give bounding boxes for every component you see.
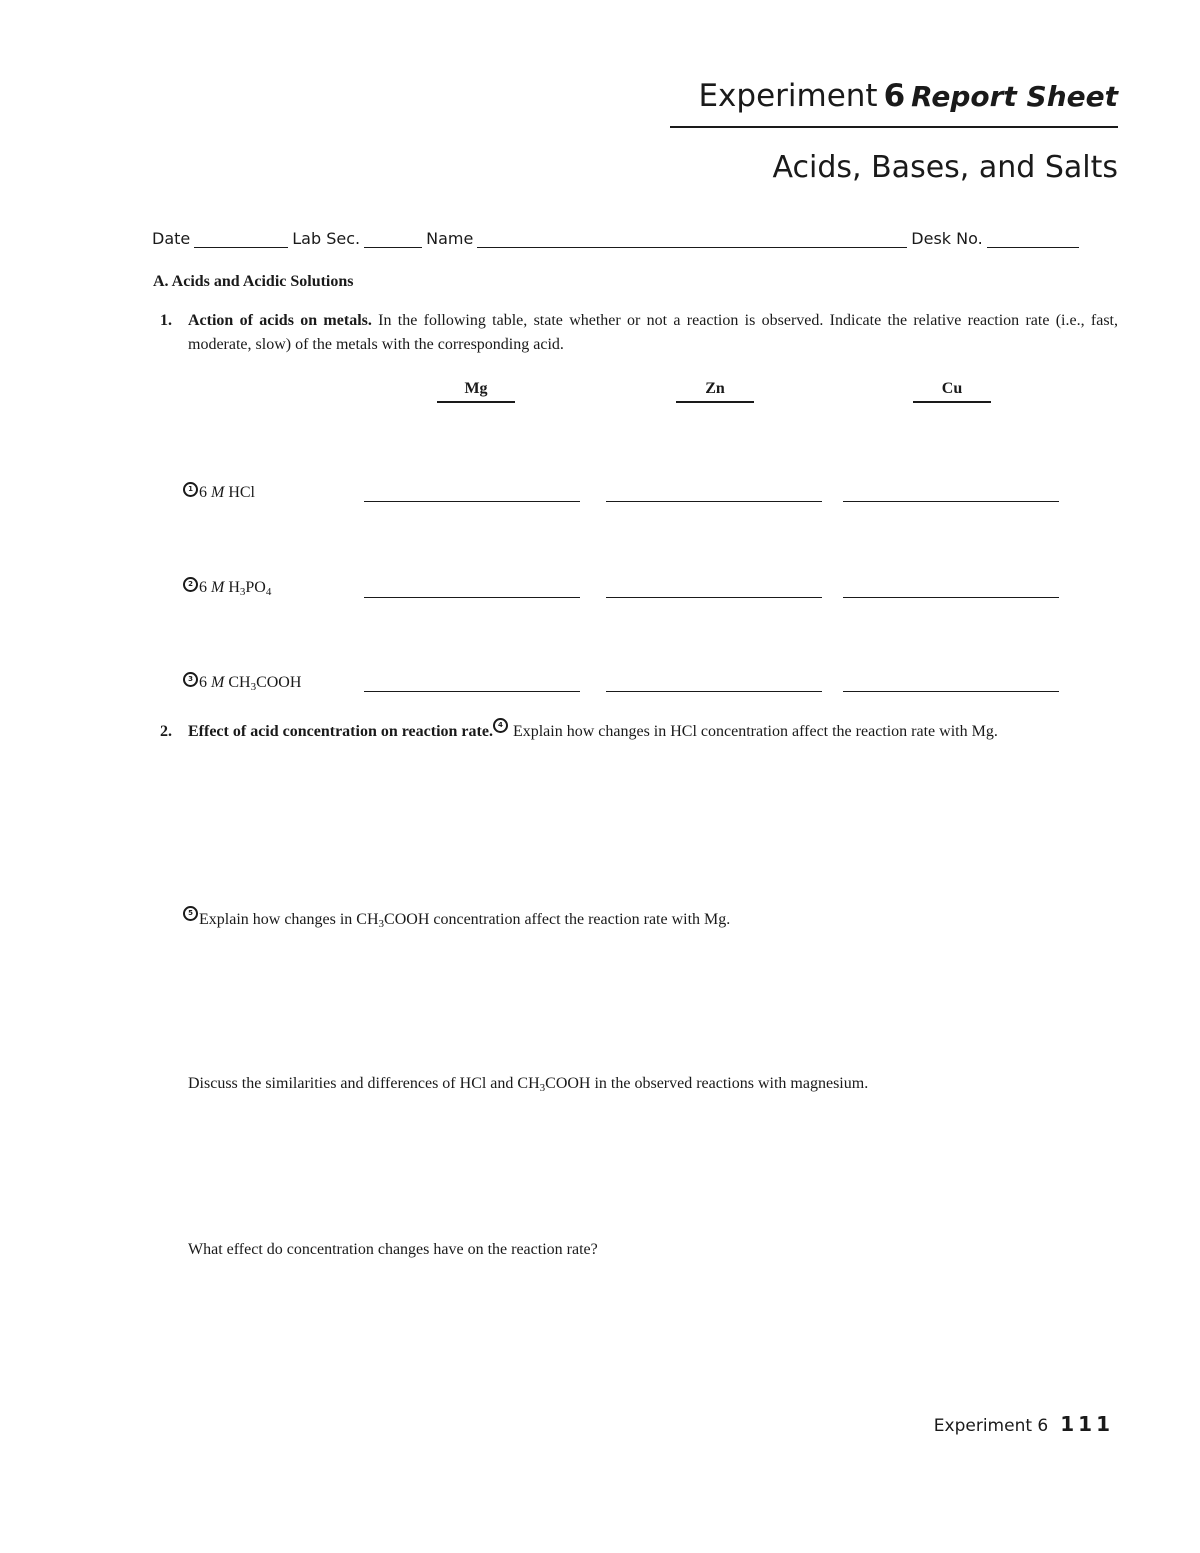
question-marker: 2 [183,577,198,592]
question-marker: 4 [493,718,508,733]
answer-line-h3po4-mg[interactable] [364,597,580,598]
question-marker: 5 [183,906,198,921]
q1-body: In the following table, state whether or not a reaction is observed. Indicate the relative reaction rate (i.e., fast, moderate, slow) of the metals with the corresponding acid. [188,312,1119,353]
row-conc: 6 [199,484,211,501]
q1-number: 1. [160,312,172,329]
q2d-text: What effect do concentration changes have on the reaction rate? [188,1241,598,1258]
date-field[interactable] [194,233,288,248]
page-number: 111 [1060,1412,1114,1436]
row-unit: M [211,579,225,596]
q1-lead: Action of acids on metals. [188,312,372,329]
name-field[interactable] [477,233,907,248]
lab-sec-field[interactable] [364,233,422,248]
row-unit: M [211,484,225,501]
answer-line-ch3cooh-zn[interactable] [606,691,822,692]
col-head-zn: Zn [676,380,754,403]
row-label-h3po4 [183,579,271,597]
row-unit: M [211,674,225,691]
question-marker: 1 [183,482,198,497]
q2-body: Explain how changes in HCl concentration affect the reaction rate with Mg. [508,723,998,740]
q2-lead: Effect of acid concentration on reaction rate. [188,723,493,740]
q2c-post: COOH in the observed reactions with magnesium. [545,1075,869,1092]
row-subscript: 3 [250,681,257,693]
row-acid: H [224,579,240,596]
q2-text [188,720,1118,744]
footer-label: Experiment 6 [933,1416,1049,1436]
desk-no-field[interactable] [987,233,1079,248]
name-label: Name [426,229,474,248]
q1-text [188,309,1118,357]
q2c-text [188,1072,868,1096]
row-subscript: 4 [265,586,272,598]
lab-sec-label: Lab Sec. [292,229,361,248]
title-rule [670,126,1118,128]
title-experiment: Experiment [698,78,878,114]
page-footer [934,1412,1114,1436]
date-label: Date [152,229,191,248]
row-acid-mid: COOH [256,674,302,691]
section-a-title: A. Acids and Acidic Solutions [153,273,354,290]
info-line [152,226,1118,248]
q2b-subscript: 3 [378,918,385,930]
col-head-mg: Mg [437,380,515,403]
question-marker: 3 [183,672,198,687]
answer-line-hcl-cu[interactable] [843,501,1059,502]
q2c-pre: Discuss the similarities and differences of HCl and CH [188,1075,540,1092]
row-conc: 6 [199,674,211,691]
answer-line-h3po4-cu[interactable] [843,597,1059,598]
answer-line-h3po4-zn[interactable] [606,597,822,598]
q2b-pre: Explain how changes in CH [199,911,379,928]
answer-line-ch3cooh-mg[interactable] [364,691,580,692]
row-label-hcl [183,484,255,502]
q2-number: 2. [160,723,172,740]
title-number: 6 [883,78,906,114]
answer-line-hcl-mg[interactable] [364,501,580,502]
row-acid: CH [224,674,251,691]
answer-line-ch3cooh-cu[interactable] [843,691,1059,692]
col-head-cu: Cu [913,380,991,403]
row-label-ch3cooh [183,674,301,692]
row-acid-mid: PO [245,579,266,596]
desk-no-label: Desk No. [911,229,983,248]
title-report-sheet: Report Sheet [911,80,1118,113]
q2c-subscript: 3 [539,1082,546,1094]
q2b-post: COOH concentration affect the reaction rate with Mg. [384,911,731,928]
q2b-text [183,908,730,932]
row-conc: 6 [199,579,211,596]
answer-line-hcl-zn[interactable] [606,501,822,502]
row-acid: HCl [224,484,255,501]
row-subscript: 3 [239,586,246,598]
page-subtitle: Acids, Bases, and Salts [772,150,1118,185]
report-title [698,78,1118,114]
